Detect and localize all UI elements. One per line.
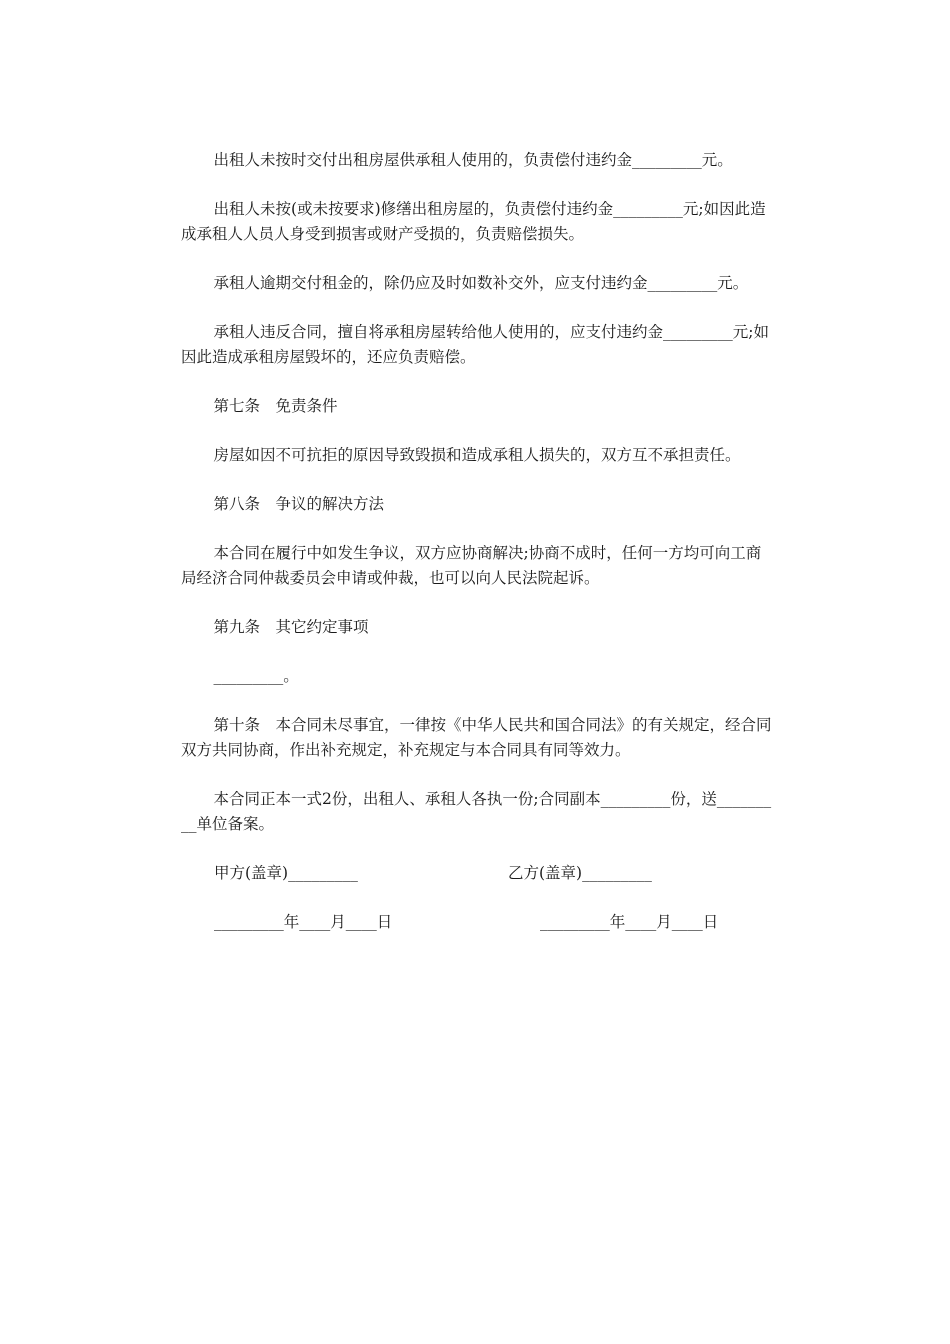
party-b-seal: 乙方(盖章)_________ bbox=[508, 864, 652, 882]
article-9-heading: 第九条 其它约定事项 bbox=[213, 618, 369, 636]
article-10-body: 第十条 本合同未尽事宜，一律按《中华人民共和国合同法》的有关规定，经合同双方共同协商，作出补充规定，补充规定与本合同具有同等效力。 bbox=[181, 716, 772, 759]
article-7-body: 房屋如因不可抗拒的原因导致毁损和造成承租人损失的，双方互不承担责任。 bbox=[213, 446, 741, 464]
party-b-date: _________年____月____日 bbox=[540, 913, 719, 931]
document-body bbox=[181, 148, 776, 959]
signature-row bbox=[181, 861, 776, 886]
copies-clause: 本合同正本一式2份，出租人、承租人各执一份;合同副本_________份，送_________单位备案。 bbox=[181, 790, 772, 833]
article-8-body: 本合同在履行中如发生争议，双方应协商解决;协商不成时，任何一方均可向工商局经济合同仲裁委员会申请或仲裁，也可以向人民法院起诉。 bbox=[181, 544, 762, 587]
date-row bbox=[181, 910, 776, 935]
clause-lessee-sublet: 承租人违反合同，擅自将承租房屋转给他人使用的，应支付违约金_________元;如因此造成承租房屋毁坏的，还应负责赔偿。 bbox=[181, 323, 770, 366]
article-9-body: _________。 bbox=[213, 667, 299, 685]
clause-lessor-late-delivery: 出租人未按时交付出租房屋供承租人使用的，负责偿付违约金_________元。 bbox=[213, 151, 733, 169]
article-7-heading: 第七条 免责条件 bbox=[213, 397, 338, 415]
party-a-date: _________年____月____日 bbox=[214, 913, 393, 931]
article-8-heading: 第八条 争议的解决方法 bbox=[213, 495, 385, 513]
clause-lessor-repair: 出租人未按(或未按要求)修缮出租房屋的，负责偿付违约金_________元;如因此造成承租人人员人身受到损害或财产受损的，负责赔偿损失。 bbox=[181, 200, 766, 243]
party-a-seal: 甲方(盖章)_________ bbox=[214, 864, 358, 882]
clause-lessee-late-rent: 承租人逾期交付租金的，除仍应及时如数补交外，应支付违约金_________元。 bbox=[213, 274, 749, 292]
